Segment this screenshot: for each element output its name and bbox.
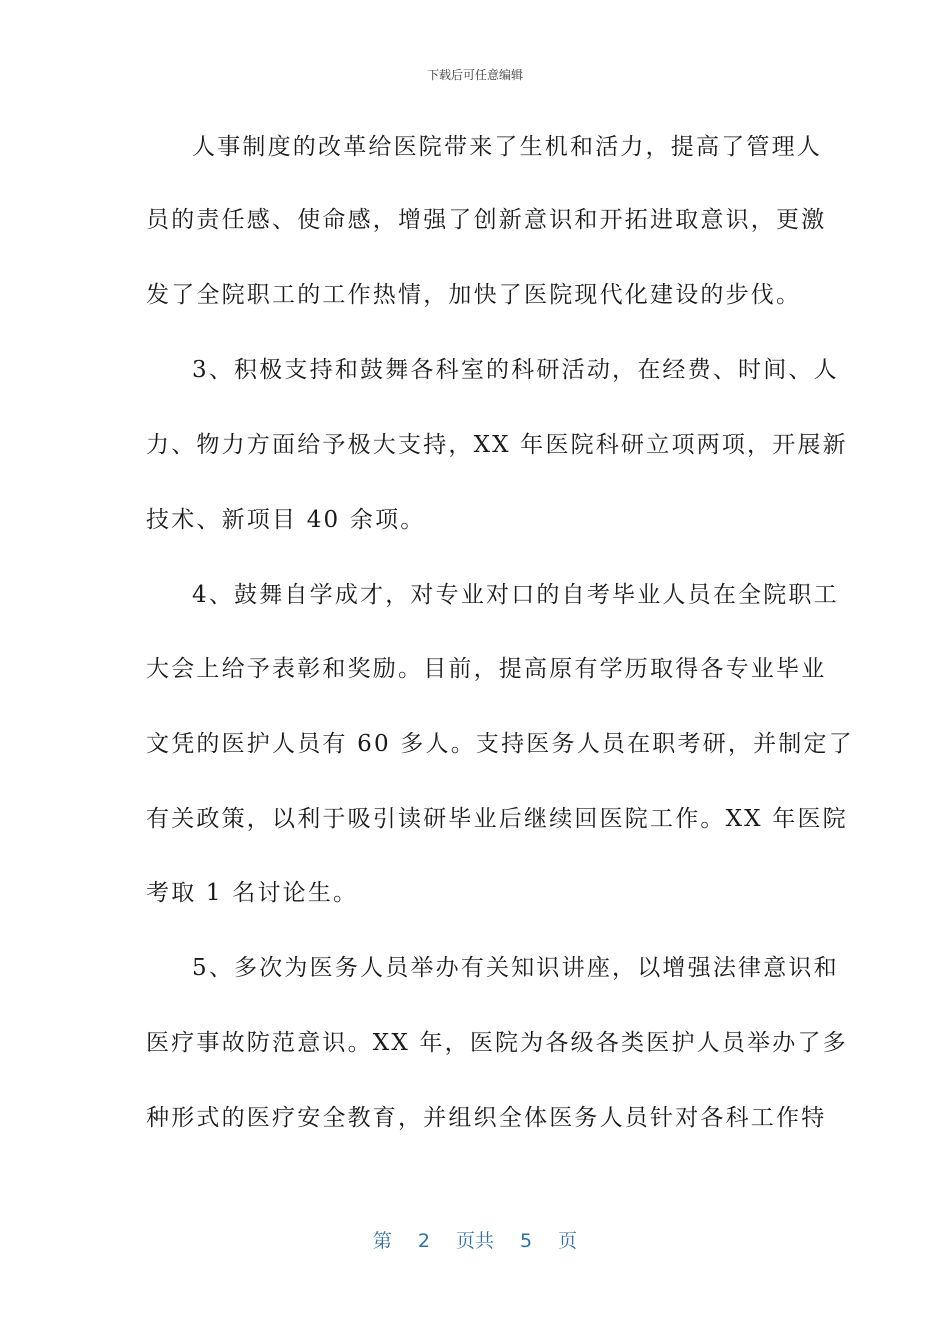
header-note: 下载后可任意编辑 [426,68,523,82]
text-line: 3、积极支持和鼓舞各科室的科研活动，在经费、时间、人 [192,357,839,383]
text-line: 考取 1 名讨论生。 [146,880,359,906]
text-line: 种形式的医疗安全教育，并组织全体医务人员针对各科工作特 [146,1105,827,1131]
text-line: 医疗事故防范意识。XX 年，医院为各级各类医护人员举办了多 [146,1030,848,1056]
text-line: 有关政策，以利于吸引读研毕业后继续回医院工作。XX 年医院 [146,806,848,832]
footer-suffix: 页 [558,1230,578,1252]
text-line: 人事制度的改革给医院带来了生机和活力，提高了管理人 [192,134,822,160]
text-line: 力、物力方面给予极大支持，XX 年医院科研立项两项，开展新 [146,432,848,458]
text-line: 4、鼓舞自学成才，对专业对口的自考毕业人员在全院职工 [192,582,839,608]
text-line: 发了全院职工的工作热情，加快了医院现代化建设的步伐。 [146,282,802,308]
text-line: 大会上给予表彰和奖励。目前，提高原有学历取得各专业毕业 [146,656,827,682]
footer-prefix: 第 [372,1230,392,1252]
page-footer [0,1226,950,1253]
text-line: 5、多次为医务人员举办有关知识讲座，以增强法律意识和 [192,955,839,981]
text-line: 文凭的医护人员有 60 多人。支持医务人员在职考研，并制定了 [146,731,854,757]
total-pages: 5 [520,1230,533,1252]
text-line: 员的责任感、使命感，增强了创新意识和开拓进取意识，更激 [146,207,827,233]
text-line: 技术、新项目 40 余项。 [146,507,426,533]
page-number: 2 [417,1230,430,1252]
footer-mid: 页共 [455,1230,494,1252]
